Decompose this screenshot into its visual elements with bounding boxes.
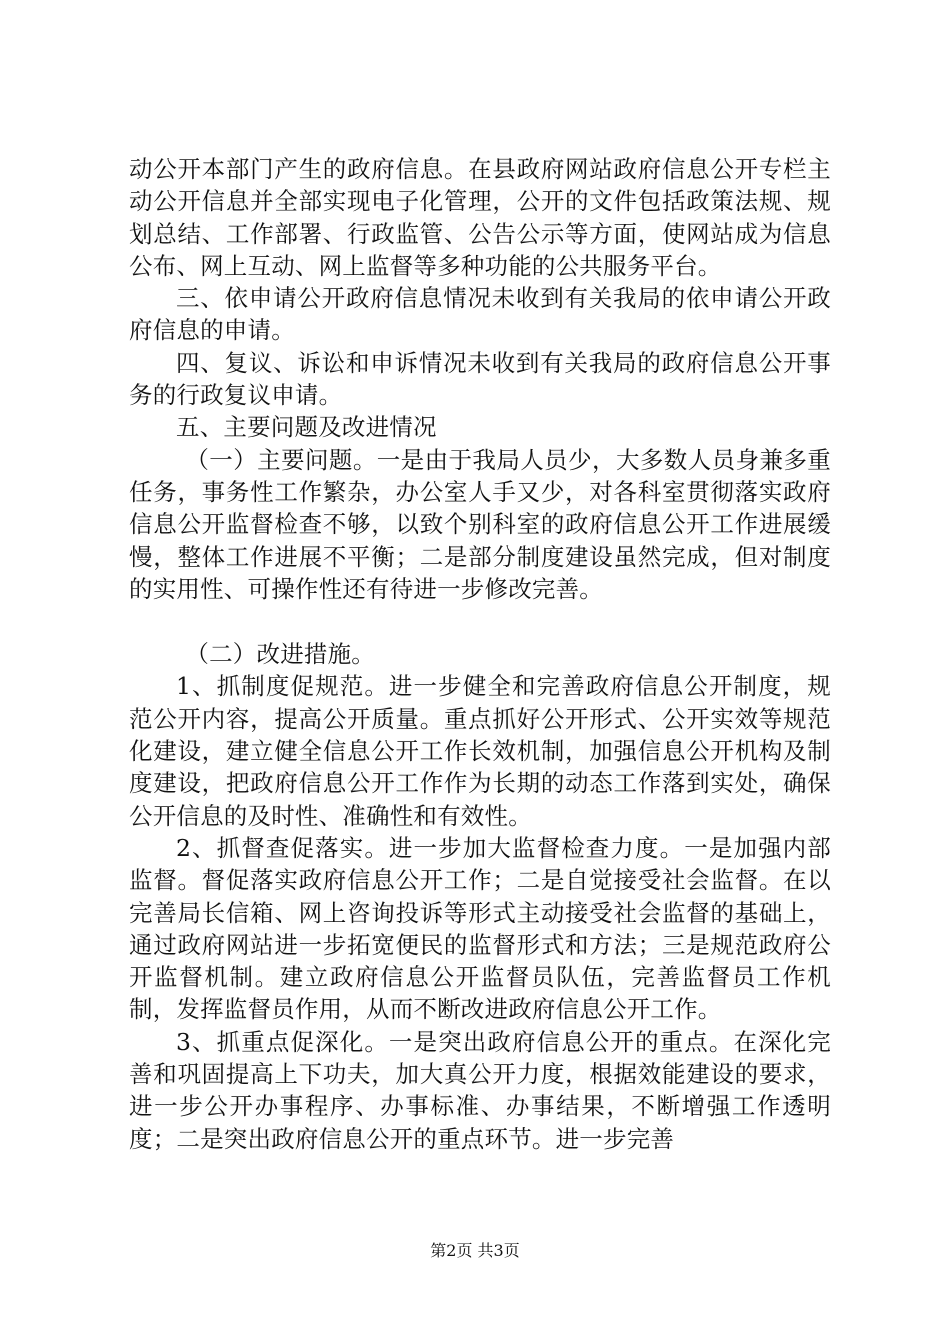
paragraph-main-problems: （一）主要问题。一是由于我局人员少，大多数人员身兼多重任务，事务性工作繁杂，办公室人手又少，对各科室贯彻落实政府信息公开监督检查不够，以致个别科室的政府信息公开工作进展缓慢，整体工作进展不平衡；二是部分制度建设虽然完成，但对制度的实用性、可操作性还有待进一步修改完善。: [129, 445, 831, 603]
paragraph-measure-3: 3、抓重点促深化。一是突出政府信息公开的重点。在深化完善和巩固提高上下功夫，加大真公开力度，根据效能建设的要求，进一步公开办事程序、办事标准、办事结果，不断增强工作透明度；二是突出政府信息公开的重点环节。进一步完善: [129, 1027, 831, 1153]
paragraph-measure-2: 2、抓督查促落实。进一步加大监督检查力度。一是加强内部监督。督促落实政府信息公开工作；二是自觉接受社会监督。在以完善局长信箱、网上咨询投诉等形式主动接受社会监督的基础上，通过政府网站进一步拓宽便民的监督形式和方法；三是规范政府公开监督机制。建立政府信息公开监督员队伍，完善监督员工作机制，发挥监督员作用，从而不断改进政府信息公开工作。: [129, 833, 831, 1024]
paragraph-section-4: 四、复议、诉讼和申诉情况未收到有关我局的政府信息公开事务的行政复议申请。: [129, 348, 831, 410]
paragraph-continuation: 动公开本部门产生的政府信息。在县政府网站政府信息公开专栏主动公开信息并全部实现电子化管理，公开的文件包括政策法规、规划总结、工作部署、行政监管、公告公示等方面，使网站成为信息公布、网上互动、网上监督等多种功能的公共服务平台。: [129, 155, 831, 280]
paragraph-measure-1: 1、抓制度促规范。进一步健全和完善政府信息公开制度，规范公开内容，提高公开质量。重点抓好公开形式、公开实效等规范化建设，建立健全信息公开工作长效机制，加强信息公开机构及制度建设，把政府信息公开工作作为长期的动态工作落到实处，确保公开信息的及时性、准确性和有效性。: [129, 672, 831, 830]
paragraph-gap: [129, 605, 831, 638]
paragraph-section-3: 三、依申请公开政府信息情况未收到有关我局的依申请公开政府信息的申请。: [129, 284, 831, 345]
document-body: [129, 153, 831, 1155]
page-number-footer: 第2页 共3页: [430, 1241, 520, 1260]
heading-improvement-measures: （二）改进措施。: [185, 640, 375, 669]
heading-section-5: 五、主要问题及改进情况: [176, 413, 437, 442]
